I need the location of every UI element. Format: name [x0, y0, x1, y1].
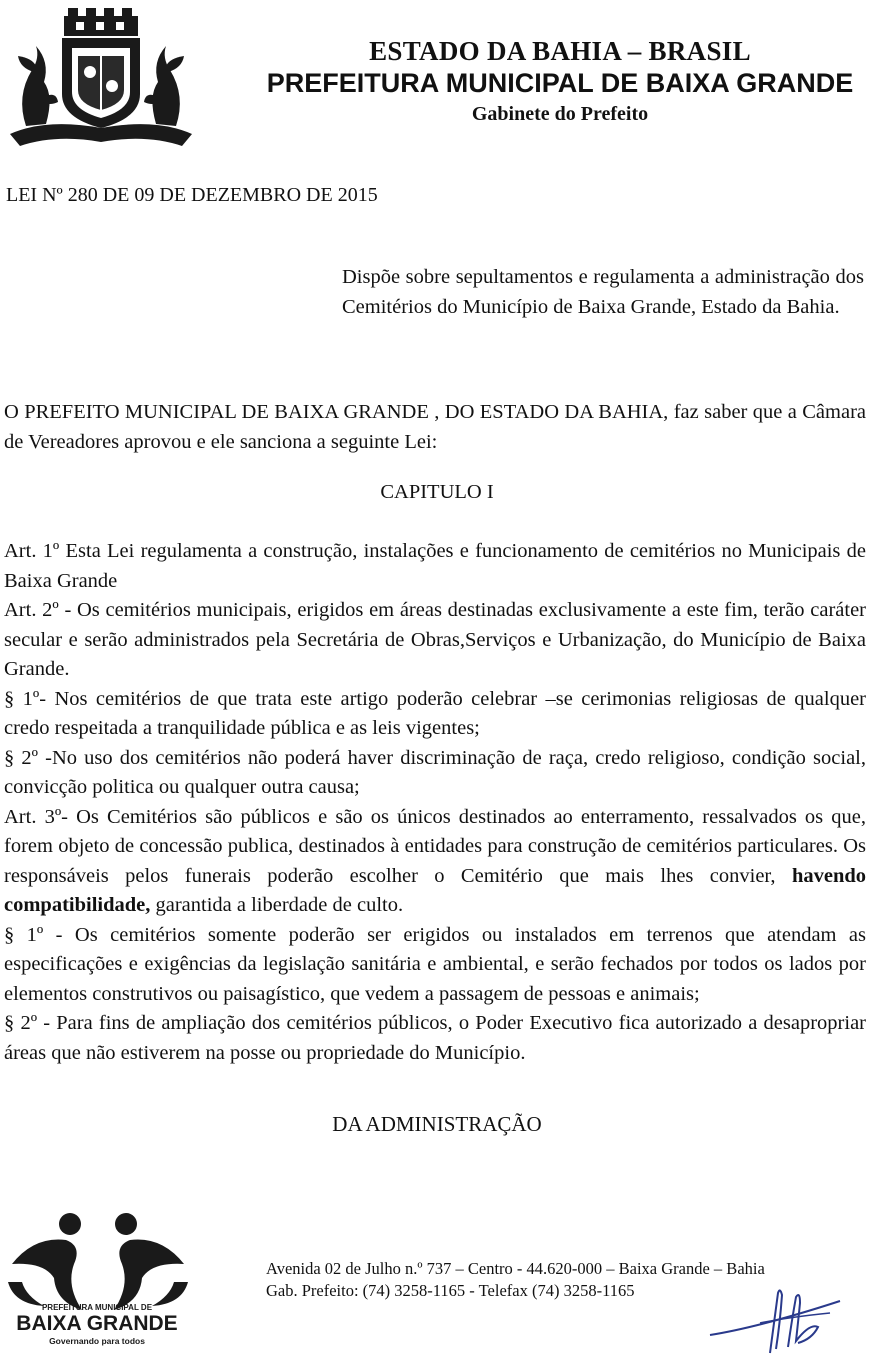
- articles-block: [4, 537, 866, 1068]
- law-preamble: O PREFEITO MUNICIPAL DE BAIXA GRANDE , DO ESTADO DA BAHIA, faz saber que a Câmara de Vereadores aprovou e ele sanciona a seguinte Lei:: [4, 401, 866, 453]
- article-3: [4, 803, 866, 921]
- article-3-paragraph-2: § 2º - Para fins de ampliação dos cemitérios públicos, o Poder Executivo fica autorizado a desapropriar áreas que não estiverem na posse ou propriedade do Município.: [4, 1012, 866, 1064]
- article-3-paragraph-1: § 1º - Os cemitérios somente poderão ser erigidos ou instalados em terrenos que atendam as especificações e exigências da legislação sanitária e ambiental, e serão fechados por todos os lados por elementos construtivos ou paisagístico, que vedem a passagem de pessoas e animais;: [4, 923, 866, 1005]
- article-2-paragraph-2: § 2º -No uso dos cemitérios não poderá haver discriminação de raça, credo religioso, condição social, convicção politica ou qualquer outra causa;: [4, 746, 866, 798]
- two-figures-logo-icon: [4, 1206, 190, 1356]
- header-state: ESTADO DA BAHIA – BRASIL: [369, 36, 751, 66]
- article-2: Art. 2º - Os cemitérios municipais, erigidos em áreas destinadas exclusivamente a este fim, terão caráter secular e serão administrados pela Secretária de Obras,Serviços e Urbanização, do Município de Baixa Grande.: [4, 599, 866, 680]
- section-heading: DA ADMINISTRAÇÃO: [332, 1112, 542, 1136]
- signature-icon: [700, 1283, 860, 1357]
- header-office: Gabinete do Prefeito: [471, 103, 649, 125]
- logo-slogan: Governando para todos: [49, 1336, 145, 1346]
- logo-small-text: PREFEITURA MUNICIPAL DE: [41, 1303, 153, 1312]
- logo-name: BAIXA GRANDE: [16, 1312, 178, 1335]
- law-title: LEI Nº 280 DE 09 DE DEZEMBRO DE 2015: [6, 184, 378, 206]
- footer-address: Avenida 02 de Julho n.º 737 – Centro - 44.620-000 – Baixa Grande – Bahia: [266, 1259, 765, 1278]
- article-2-paragraph-1: § 1º- Nos cemitérios de que trata este artigo poderão celebrar –se cerimonias religiosas de qualquer credo respeitada a tranquilidade pública e as leis vigentes;: [4, 687, 866, 739]
- header-municipality: PREFEITURA MUNICIPAL DE BAIXA GRANDE: [266, 68, 854, 98]
- footer-phones: Gab. Prefeito: (74) 3258-1165 - Telefax (74) 3258-1165: [266, 1281, 635, 1300]
- article-1: Art. 1º Esta Lei regulamenta a construção, instalações e funcionamento de cemitérios no Municipais de Baixa Grande: [4, 540, 866, 592]
- municipal-logo: [4, 1206, 190, 1356]
- chapter-heading: CAPITULO I: [380, 481, 494, 503]
- article-3-text-after: garantida a liberdade de culto.: [150, 894, 404, 916]
- article-3-bold-text: havendo compatibilidade,: [4, 864, 866, 916]
- footer: [266, 1258, 765, 1302]
- law-ementa: Dispõe sobre sepultamentos e regulamenta a administração dos Cemitérios do Município de Baixa Grande, Estado da Bahia.: [342, 266, 864, 318]
- article-3-text-before: Art. 3º- Os Cemitérios são públicos e são os únicos destinados ao enterramento, ressalvados os que, forem objeto de concessão publica, destinados à entidades para construção de cemitérios particulares. Os responsáveis pelos funerais poderão escolher o Cemitério que mais lhes convier,: [4, 805, 866, 887]
- coat-of-arms-icon: [6, 6, 196, 156]
